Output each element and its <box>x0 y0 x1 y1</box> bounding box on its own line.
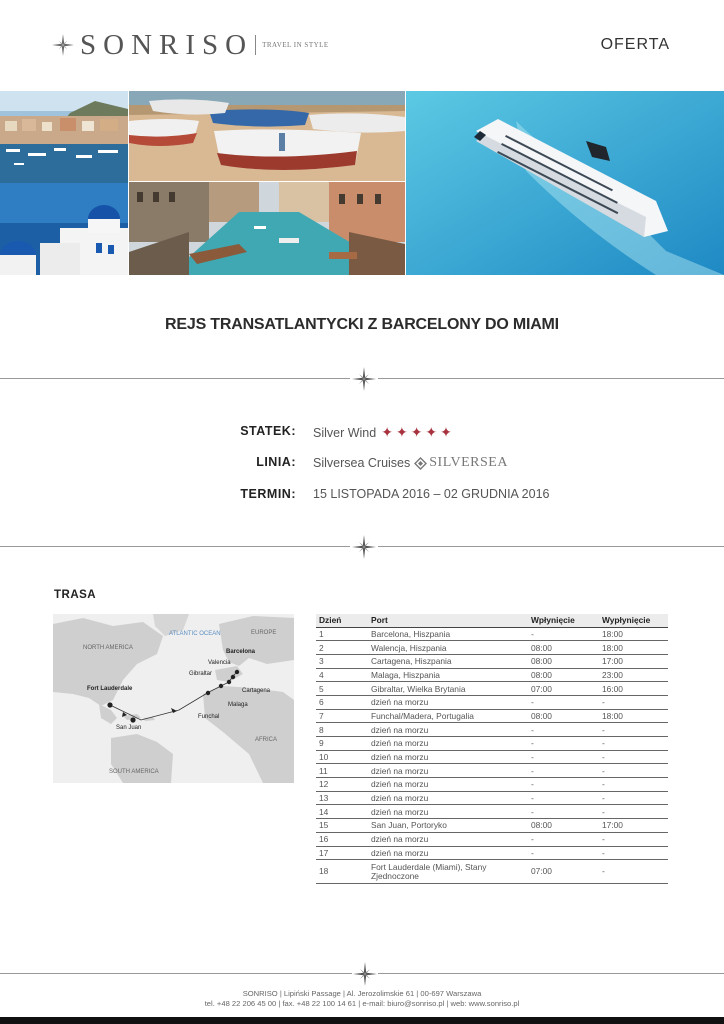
day-cell: 1 <box>316 627 368 641</box>
table-row <box>316 846 668 860</box>
departure-cell: 16:00 <box>599 682 668 696</box>
departure-cell: - <box>599 805 668 819</box>
map-city-fort-lauderdale: Fort Lauderdale <box>87 686 133 692</box>
departure-cell: 17:00 <box>599 819 668 833</box>
day-cell: 11 <box>316 764 368 778</box>
star-icon: ✦ <box>440 424 452 440</box>
port-cell: Gibraltar, Wielka Brytania <box>368 682 528 696</box>
table-row <box>316 860 668 884</box>
arrival-cell: - <box>528 832 599 846</box>
map-city-gibraltar: Gibraltar <box>189 671 213 677</box>
port-cell: Walencja, Hiszpania <box>368 641 528 655</box>
bottom-bar <box>0 1017 724 1024</box>
table-row <box>316 627 668 641</box>
departure-cell: 18:00 <box>599 641 668 655</box>
day-cell: 6 <box>316 695 368 709</box>
arrival-cell: 08:00 <box>528 709 599 723</box>
table-row <box>316 778 668 792</box>
port-cell: dzień na morzu <box>368 695 528 709</box>
footer-contact[interactable]: tel. +48 22 206 45 00 | fax. +48 22 100 14 61 | e-mail: biuro@sonriso.pl | web: www.sonriso.pl <box>204 999 520 1008</box>
cruise-line-name: Silversea Cruises <box>313 456 411 470</box>
section-divider <box>0 367 724 391</box>
table-row <box>316 764 668 778</box>
line-label: LINIA: <box>256 455 296 469</box>
map-label-atlantic: ATLANTIC OCEAN <box>169 631 221 637</box>
arrival-cell: 07:00 <box>528 860 599 884</box>
port-cell: dzień na morzu <box>368 832 528 846</box>
port-cell: Malaga, Hiszpania <box>368 668 528 682</box>
table-header-row <box>316 614 668 627</box>
date-row <box>0 485 724 505</box>
star-icon: ✦ <box>410 424 423 440</box>
santorini-photo <box>0 183 128 275</box>
ship-label: STATEK: <box>240 424 296 438</box>
map-city-malaga: Malaga <box>228 702 248 708</box>
table-row <box>316 682 668 696</box>
arrival-cell: - <box>528 750 599 764</box>
table-row <box>316 654 668 668</box>
day-cell: 18 <box>316 860 368 884</box>
departure-cell: 18:00 <box>599 709 668 723</box>
table-row <box>316 723 668 737</box>
table-row <box>316 668 668 682</box>
port-cell: dzień na morzu <box>368 846 528 860</box>
port-cell: dzień na morzu <box>368 791 528 805</box>
star-icon: ✦ <box>381 424 393 440</box>
departure-cell: - <box>599 778 668 792</box>
port-cell: Fort Lauderdale (Miami), Stany Zjednoczone <box>368 860 528 884</box>
arrival-cell: - <box>528 737 599 751</box>
map-city-cartagena: Cartagena <box>242 688 271 694</box>
date-label: TERMIN: <box>240 487 296 501</box>
star-icon: ✦ <box>425 424 438 440</box>
route-map <box>53 614 294 783</box>
beach-boats-photo <box>129 91 405 181</box>
ship-value-wrap <box>313 424 455 441</box>
line-value-wrap <box>313 455 508 471</box>
table-row <box>316 750 668 764</box>
day-cell: 15 <box>316 819 368 833</box>
silversea-wordmark: SILVERSEA <box>429 455 508 470</box>
logo-tagline: TRAVEL IN STYLE <box>262 41 329 49</box>
port-cell: Funchal/Madera, Portugalia <box>368 709 528 723</box>
section-divider <box>0 535 724 559</box>
compass-star-icon <box>352 367 376 391</box>
map-city-san-juan: San Juan <box>116 725 142 731</box>
arrival-cell: 08:00 <box>528 819 599 833</box>
departure-cell: 18:00 <box>599 627 668 641</box>
column-header-port: Port <box>368 614 528 627</box>
table-row <box>316 737 668 751</box>
arrival-cell: - <box>528 778 599 792</box>
table-row <box>316 791 668 805</box>
port-cell: Barcelona, Hiszpania <box>368 627 528 641</box>
arrival-cell: - <box>528 791 599 805</box>
date-value: 15 LISTOPADA 2016 – 02 GRUDNIA 2016 <box>313 487 550 501</box>
departure-cell: - <box>599 695 668 709</box>
ship-name: Silver Wind <box>313 425 377 440</box>
departure-cell: - <box>599 737 668 751</box>
logo-separator <box>255 35 256 55</box>
day-cell: 16 <box>316 832 368 846</box>
day-cell: 5 <box>316 682 368 696</box>
silversea-mark-icon <box>414 457 427 470</box>
arrival-cell: 08:00 <box>528 654 599 668</box>
day-cell: 10 <box>316 750 368 764</box>
footer-address: SONRISO | Lipiński Passage | Al. Jerozolimskie 61 | 00-697 Warszawa <box>242 989 482 998</box>
column-header-departure: Wypłynięcie <box>599 614 668 627</box>
harbor-town-photo <box>0 91 128 183</box>
venice-canal-photo <box>129 182 405 275</box>
page-title: REJS TRANSATLANTYCKI Z BARCELONY DO MIAMI <box>165 316 559 333</box>
table-row <box>316 819 668 833</box>
table-row <box>316 641 668 655</box>
day-cell: 8 <box>316 723 368 737</box>
port-cell: dzień na morzu <box>368 737 528 751</box>
itinerary-table <box>316 614 668 884</box>
map-label-south-america: SOUTH AMERICA <box>109 769 159 775</box>
arrival-cell: - <box>528 695 599 709</box>
day-cell: 7 <box>316 709 368 723</box>
port-cell: San Juan, Portoryko <box>368 819 528 833</box>
route-heading: TRASA <box>54 589 97 601</box>
map-label-north-america: NORTH AMERICA <box>83 645 133 651</box>
arrival-cell: 08:00 <box>528 668 599 682</box>
compass-star-icon <box>353 962 377 986</box>
departure-cell: - <box>599 791 668 805</box>
port-cell: dzień na morzu <box>368 750 528 764</box>
line-row <box>0 453 724 473</box>
table-row <box>316 805 668 819</box>
departure-cell: - <box>599 750 668 764</box>
offer-label: OFERTA <box>600 36 670 53</box>
arrival-cell: 08:00 <box>528 641 599 655</box>
arrival-cell: - <box>528 627 599 641</box>
map-city-funchal: Funchal <box>198 714 220 720</box>
silversea-logo <box>414 455 508 471</box>
departure-cell: - <box>599 846 668 860</box>
table-row <box>316 832 668 846</box>
page-header <box>0 0 724 90</box>
port-cell: dzień na morzu <box>368 764 528 778</box>
itinerary-body <box>316 627 668 884</box>
day-cell: 3 <box>316 654 368 668</box>
departure-cell: - <box>599 860 668 884</box>
departure-cell: - <box>599 832 668 846</box>
day-cell: 12 <box>316 778 368 792</box>
compass-star-icon <box>352 535 376 559</box>
ship-row <box>0 422 724 442</box>
port-cell: Cartagena, Hiszpania <box>368 654 528 668</box>
departure-cell: - <box>599 764 668 778</box>
day-cell: 9 <box>316 737 368 751</box>
column-header-day: Dzień <box>316 614 368 627</box>
sonriso-logo[interactable] <box>52 30 329 60</box>
map-label-europe: EUROPE <box>251 630 277 636</box>
departure-cell: 23:00 <box>599 668 668 682</box>
day-cell: 13 <box>316 791 368 805</box>
day-cell: 4 <box>316 668 368 682</box>
day-cell: 14 <box>316 805 368 819</box>
star-icon: ✦ <box>395 424 408 440</box>
map-city-barcelona: Barcelona <box>226 649 256 655</box>
compass-star-icon <box>52 34 74 56</box>
logo-wordmark: SONRISO <box>80 29 254 61</box>
day-cell: 17 <box>316 846 368 860</box>
ship-rating-stars <box>381 424 455 441</box>
departure-cell: 17:00 <box>599 654 668 668</box>
arrival-cell: - <box>528 764 599 778</box>
arrival-cell: - <box>528 723 599 737</box>
day-cell: 2 <box>316 641 368 655</box>
port-cell: dzień na morzu <box>368 723 528 737</box>
map-city-valencia: Valencia <box>208 660 231 666</box>
arrival-cell: - <box>528 846 599 860</box>
cruise-ship-photo <box>406 91 724 275</box>
arrival-cell: 07:00 <box>528 682 599 696</box>
port-cell: dzień na morzu <box>368 805 528 819</box>
table-row <box>316 709 668 723</box>
port-cell: dzień na morzu <box>368 778 528 792</box>
departure-cell: - <box>599 723 668 737</box>
arrival-cell: - <box>528 805 599 819</box>
footer-divider <box>0 962 724 986</box>
table-row <box>316 695 668 709</box>
photo-strip <box>0 91 724 275</box>
column-header-arrival: Wpłynięcie <box>528 614 599 627</box>
map-label-africa: AFRICA <box>255 737 278 743</box>
